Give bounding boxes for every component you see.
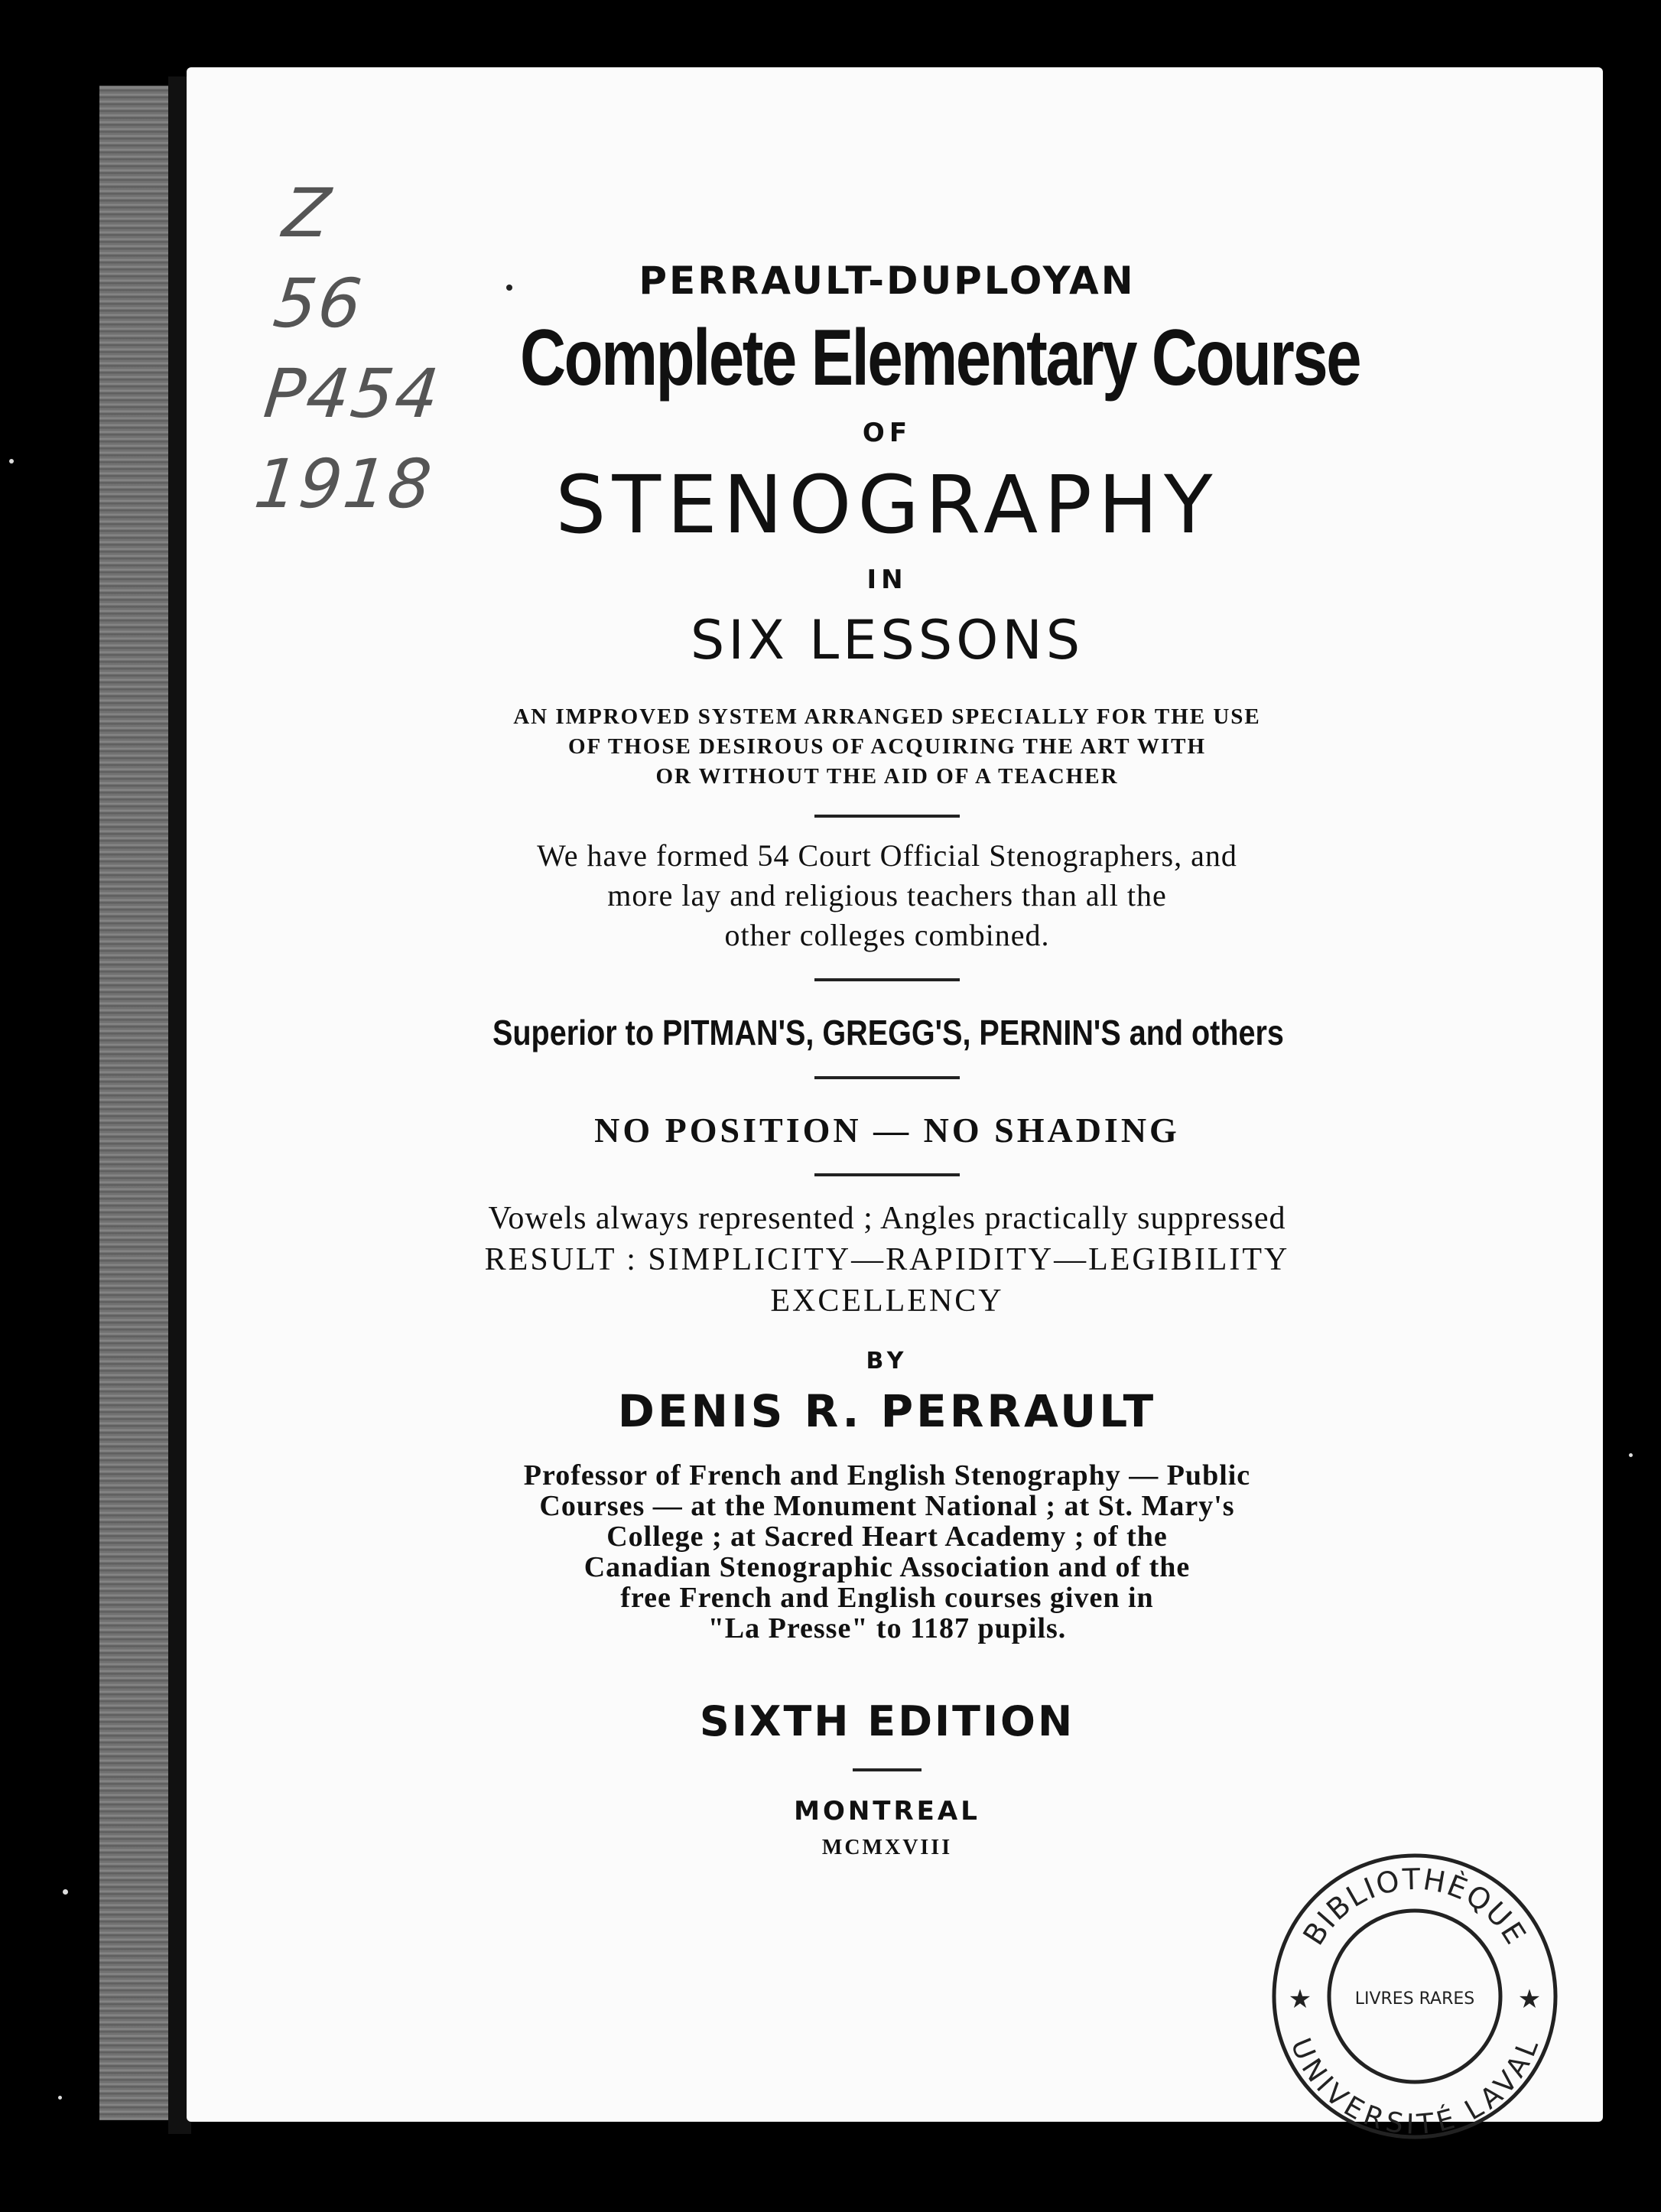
edition-label: SIXTH EDITION — [699, 1697, 1075, 1745]
credentials-line: Canadian Stenographic Association and of the — [583, 1551, 1191, 1583]
title-block — [428, 252, 1360, 1860]
subtitle-line: AN IMPROVED SYSTEM ARRANGED SPECIALLY FOR THE USE — [513, 704, 1261, 729]
call-number-line: P454 — [260, 354, 444, 433]
credentials-line: Professor of French and English Stenography — Public — [523, 1459, 1251, 1491]
title-of: OF — [862, 418, 912, 448]
star-icon: ★ — [1288, 1984, 1312, 2015]
divider — [814, 978, 960, 981]
stamp-center-text: LIVRES RARES — [1354, 1989, 1475, 2009]
title-in: IN — [866, 564, 908, 595]
call-number-line: Z — [279, 174, 336, 252]
scan-speck — [63, 1889, 68, 1895]
claim-line: We have formed 54 Court Official Stenographers, and — [537, 838, 1237, 873]
subtitle-line: OR WITHOUT THE AID OF A TEACHER — [655, 764, 1119, 789]
series-name: PERRAULT-DUPLOYAN — [639, 259, 1136, 303]
claim-line: more lay and religious teachers than all the — [607, 878, 1167, 912]
call-number-line: 1918 — [251, 444, 437, 523]
scan-speck — [1629, 1453, 1633, 1457]
superior-line: Superior to PITMAN'S, GREGG'S, PERNIN'S and others — [492, 1013, 1284, 1052]
library-stamp — [1269, 1851, 1560, 2142]
stamp-bottom-text: UNIVERSITÉ LAVAL — [1284, 2034, 1546, 2141]
divider — [814, 1173, 960, 1176]
star-icon: ★ — [1517, 1984, 1542, 2015]
credentials-line: College ; at Sacred Heart Academy ; of the — [606, 1521, 1168, 1553]
publication-year: MCMXVIII — [821, 1836, 953, 1859]
claim-paragraph — [428, 836, 1346, 955]
divider — [814, 1076, 960, 1079]
lessons-title: SIX LESSONS — [690, 609, 1084, 672]
credentials-line: "La Presse" to 1187 pupils. — [707, 1612, 1067, 1644]
result-line: RESULT : SIMPLICITY—RAPIDITY—LEGIBILITY — [484, 1242, 1290, 1277]
stamp-top-text: BIBLIOTHÈQUE — [1296, 1862, 1533, 1951]
subtitle-line: OF THOSE DESIROUS OF ACQUIRING THE ART WITH — [567, 734, 1207, 759]
publication-city: MONTREAL — [794, 1796, 980, 1827]
scan-speck — [9, 459, 14, 464]
no-position-line: NO POSITION — NO SHADING — [594, 1111, 1180, 1150]
subtitle — [428, 702, 1346, 792]
author-name: DENIS R. PERRAULT — [617, 1385, 1157, 1437]
excellency-line: EXCELLENCY — [770, 1283, 1004, 1319]
by-label: BY — [866, 1348, 909, 1374]
divider — [814, 815, 960, 818]
vowels-line: Vowels always represented ; Angles practically suppressed — [488, 1201, 1286, 1236]
scan-speck — [58, 2096, 62, 2100]
subject-title: STENOGRAPHY — [555, 458, 1219, 551]
credentials-line: free French and English courses given in — [620, 1582, 1154, 1614]
author-credentials — [428, 1460, 1346, 1644]
main-title: Complete Elementary Course — [520, 314, 1360, 402]
call-number-line: 56 — [269, 264, 367, 343]
claim-line: other colleges combined. — [724, 918, 1050, 952]
credentials-line: Courses — at the Monument National ; at St. Mary's — [539, 1490, 1235, 1522]
divider — [853, 1768, 922, 1771]
